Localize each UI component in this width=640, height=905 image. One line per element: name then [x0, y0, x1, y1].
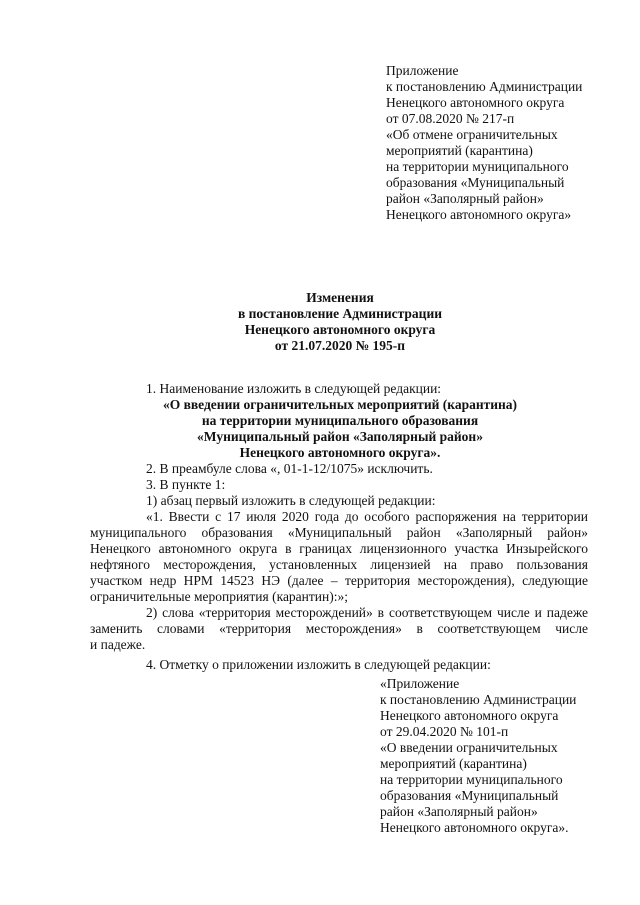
item-4-appendix-line: «Приложение [380, 676, 460, 691]
item-4-appendix-line: мероприятий (карантина) [380, 756, 527, 771]
item-3-sub-2-line: и падеже. [90, 637, 146, 652]
item-4-appendix-line: на территории муниципального [380, 772, 563, 787]
item-4-appendix-line: район «Заполярный район» [380, 804, 538, 819]
item-3-sub-1-text: 1) абзац первый изложить в следующей редакции: [146, 493, 436, 508]
header-appendix-line: Приложение [386, 63, 459, 78]
item-4-appendix-line: к постановлению Администрации [380, 692, 577, 707]
item-3-sub-2-line: заменить словами «территория месторождения» в соответствующем числе [90, 621, 588, 636]
item-1-quote-line: на территории муниципального образования [201, 413, 479, 428]
item-1-text: 1. Наименование изложить в следующей редакции: [146, 381, 442, 396]
header-appendix-line: к постановлению Администрации [386, 79, 583, 94]
header-appendix-line: на территории муниципального [386, 159, 569, 174]
item-3-text: 3. В пункте 1: [146, 477, 226, 492]
header-appendix-line: «Об отмене ограничительных [386, 127, 558, 142]
item-1-quote-line: «Муниципальный район «Заполярный район» [197, 429, 483, 444]
item-3-quote-line: нефтяного месторождения, установленных лицензией на право пользования [90, 557, 588, 572]
header-appendix-line: мероприятий (карантина) [386, 143, 533, 158]
title-line: Ненецкого автономного округа [244, 322, 436, 337]
item-2-text: 2. В преамбуле слова «, 01-1-12/1075» исключить. [146, 461, 433, 476]
title-line: в постановление Администрации [237, 306, 443, 321]
item-1-quote-line: Ненецкого автономного округа». [239, 445, 441, 460]
item-4-appendix-line: Ненецкого автономного округа». [380, 820, 569, 835]
item-3-sub-2-line: 2) слова «территория месторождений» в соответствующем числе и падеже [146, 605, 588, 620]
item-4-text: 4. Отметку о приложении изложить в следующей редакции: [146, 657, 491, 672]
header-appendix-line: образования «Муниципальный [386, 175, 565, 190]
item-3-quote-line: муниципального образования «Муниципальный район «Заполярный район» [90, 525, 588, 540]
item-4-appendix-line: образования «Муниципальный [380, 788, 559, 803]
item-4-appendix-line: «О введении ограничительных [380, 740, 558, 755]
title-line: Изменения [306, 290, 374, 305]
title-line: от 21.07.2020 № 195-п [274, 338, 406, 353]
header-appendix-line: район «Заполярный район» [386, 191, 544, 206]
item-3-quote-line: «1. Ввести с 17 июля 2020 года до особого распоряжения на территории [146, 509, 588, 524]
header-appendix-line: Ненецкого автономного округа [386, 95, 565, 110]
item-4-appendix-line: Ненецкого автономного округа [380, 708, 559, 723]
item-1-quote-line: «О введении ограничительных мероприятий (карантина) [162, 397, 518, 412]
item-3-quote-line: ограничительные мероприятия (карантин):»; [90, 589, 348, 604]
header-appendix-line: от 07.08.2020 № 217-п [386, 111, 515, 126]
header-appendix-line: Ненецкого автономного округа» [386, 207, 572, 222]
item-3-quote-line: Ненецкого автономного округа в границах лицензионного участка Инзырейского [90, 541, 588, 556]
item-4-appendix-line: от 29.04.2020 № 101-п [380, 724, 509, 739]
item-3-quote-line: участком недр НРМ 14523 НЭ (далее – территория месторождения), следующие [90, 573, 588, 588]
